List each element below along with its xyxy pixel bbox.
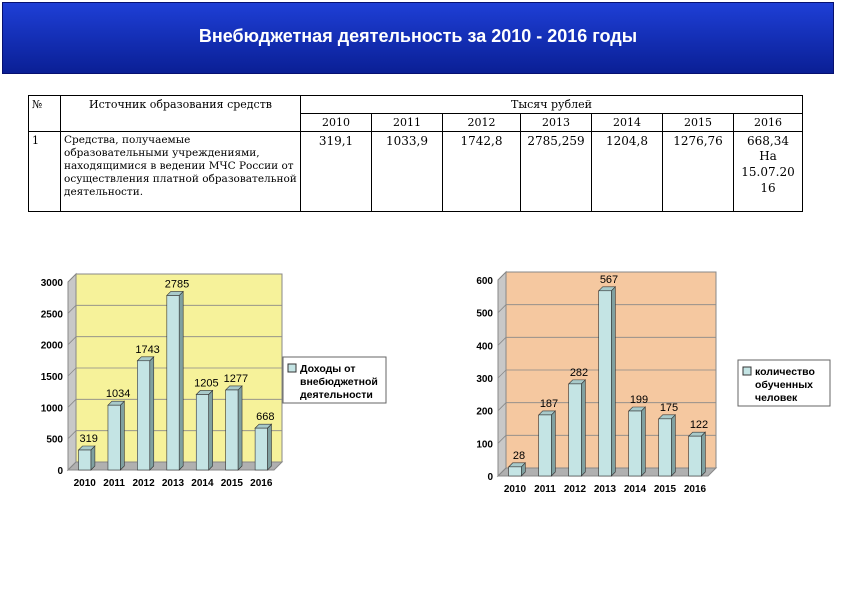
x-tick-label: 2016 bbox=[250, 478, 273, 489]
title-banner bbox=[2, 2, 834, 74]
x-tick-label: 2011 bbox=[534, 484, 556, 495]
y-tick-label: 0 bbox=[487, 472, 493, 483]
legend-text: человек bbox=[755, 392, 798, 404]
data-label: 567 bbox=[599, 273, 619, 286]
table-cell-2016 bbox=[734, 132, 803, 212]
year-header: 2011 bbox=[372, 114, 443, 132]
trainees-chart bbox=[458, 262, 838, 507]
bar-side bbox=[551, 411, 555, 476]
data-label: 668 bbox=[256, 411, 275, 424]
bar-side bbox=[671, 415, 675, 476]
year-header: 2013 bbox=[521, 114, 592, 132]
y-tick-label: 500 bbox=[476, 308, 493, 320]
data-label: 1743 bbox=[135, 343, 160, 356]
data-label: 187 bbox=[539, 397, 559, 410]
y-tick-label: 1000 bbox=[40, 403, 63, 415]
bar bbox=[689, 436, 702, 476]
legend-text: внебюджетной bbox=[300, 376, 378, 388]
year-header: 2015 bbox=[663, 114, 734, 132]
bar-side bbox=[581, 380, 585, 476]
y-tick-label: 3000 bbox=[40, 278, 63, 289]
y-tick-label: 400 bbox=[476, 341, 493, 353]
bar bbox=[108, 405, 120, 470]
table-cell: 2785,259 bbox=[521, 132, 592, 212]
y-tick-label: 600 bbox=[476, 276, 493, 287]
bar bbox=[539, 415, 552, 476]
x-tick-label: 2011 bbox=[103, 478, 125, 489]
data-label: 1205 bbox=[194, 377, 219, 390]
x-tick-label: 2014 bbox=[191, 478, 214, 489]
bar bbox=[196, 394, 208, 470]
bar bbox=[226, 390, 238, 470]
x-tick-label: 2012 bbox=[132, 478, 155, 489]
bar bbox=[569, 384, 582, 476]
x-tick-label: 2015 bbox=[220, 478, 243, 489]
bar-side bbox=[179, 291, 183, 470]
x-tick-label: 2013 bbox=[161, 478, 185, 489]
legend-text: количество bbox=[755, 366, 815, 378]
bar-side bbox=[701, 432, 705, 476]
x-tick-label: 2010 bbox=[503, 484, 527, 495]
table-cell: 1276,76 bbox=[663, 132, 734, 212]
page-title: Внебюджетная деятельность за 2010 - 2016 годы bbox=[198, 26, 638, 46]
bar-side bbox=[238, 386, 242, 470]
revenue-chart bbox=[28, 262, 400, 502]
y-tick-label: 500 bbox=[46, 434, 63, 446]
x-tick-label: 2016 bbox=[683, 484, 707, 495]
data-label: 2785 bbox=[164, 278, 190, 291]
bar bbox=[659, 419, 672, 476]
col-num-header: № bbox=[29, 96, 61, 132]
legend-text: Доходы от bbox=[300, 363, 356, 375]
data-label: 319 bbox=[79, 433, 98, 446]
data-label: 199 bbox=[629, 393, 649, 406]
bar bbox=[79, 450, 91, 470]
bar-side bbox=[611, 287, 615, 476]
bar-side bbox=[150, 357, 154, 470]
legend-text: деятельности bbox=[300, 389, 373, 401]
bar-side bbox=[641, 407, 645, 476]
table-cell: 1742,8 bbox=[443, 132, 521, 212]
y-tick-label: 200 bbox=[476, 406, 493, 418]
x-tick-label: 2012 bbox=[563, 484, 587, 495]
legend-text: обученных bbox=[755, 379, 814, 391]
bar bbox=[167, 295, 179, 470]
bar-side bbox=[267, 424, 271, 470]
bar bbox=[599, 291, 612, 476]
bar-side bbox=[209, 390, 213, 470]
legend-swatch bbox=[288, 364, 296, 372]
year-header: 2012 bbox=[443, 114, 521, 132]
y-tick-label: 300 bbox=[476, 374, 493, 385]
x-tick-label: 2014 bbox=[623, 484, 647, 495]
value-2016: 668,34 bbox=[747, 134, 789, 148]
col-units-header: Тысяч рублей bbox=[301, 96, 803, 114]
year-header: 2014 bbox=[592, 114, 663, 132]
data-label: 282 bbox=[569, 366, 589, 379]
bar bbox=[255, 428, 267, 470]
table-cell: 1204,8 bbox=[592, 132, 663, 212]
revenue-table bbox=[28, 95, 803, 212]
data-label: 1277 bbox=[223, 372, 249, 385]
col-source-header: Источник образования средств bbox=[61, 96, 301, 132]
x-tick-label: 2013 bbox=[593, 484, 617, 495]
row-num: 1 bbox=[29, 132, 61, 212]
x-tick-label: 2010 bbox=[73, 478, 96, 489]
data-label: 28 bbox=[512, 449, 526, 462]
data-label: 175 bbox=[659, 401, 679, 414]
year-header: 2016 bbox=[734, 114, 803, 132]
table-cell: 1033,9 bbox=[372, 132, 443, 212]
y-tick-label: 2500 bbox=[40, 309, 63, 321]
data-label: 122 bbox=[689, 419, 709, 432]
y-tick-label: 0 bbox=[57, 466, 63, 477]
y-tick-label: 100 bbox=[476, 439, 493, 451]
table-cell: 319,1 bbox=[301, 132, 372, 212]
note-2016: На 15.07.20 16 bbox=[741, 149, 795, 195]
bar bbox=[629, 411, 642, 476]
row-source: Средства, получаемые образовательными учреждениями, находящимися в ведении МЧС России от осуществления платной образовательной деятельности. bbox=[61, 132, 301, 212]
table-row bbox=[29, 132, 803, 212]
bar bbox=[509, 467, 522, 476]
y-tick-label: 1500 bbox=[40, 372, 63, 383]
year-header: 2010 bbox=[301, 114, 372, 132]
bar bbox=[137, 361, 149, 470]
data-label: 1034 bbox=[105, 388, 131, 401]
legend-swatch bbox=[743, 367, 751, 375]
y-tick-label: 2000 bbox=[40, 340, 63, 352]
header-row bbox=[29, 96, 803, 114]
bar-side bbox=[120, 401, 124, 470]
x-tick-label: 2015 bbox=[653, 484, 677, 495]
